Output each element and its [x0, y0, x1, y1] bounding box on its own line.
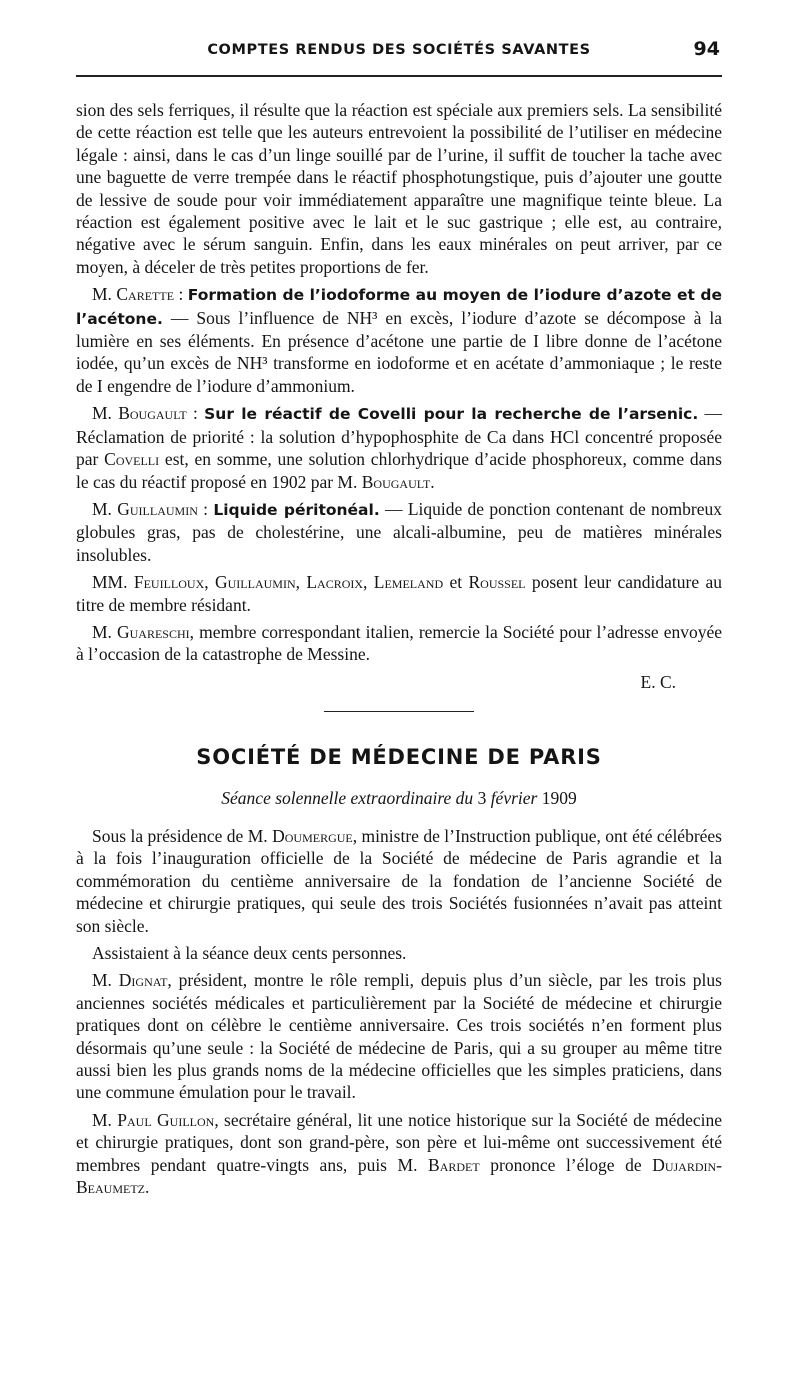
paragraph-dignat: [76, 969, 722, 1103]
paragraph-assistance: [76, 942, 722, 964]
paragraph-text: — Réclamation de priorité : la solution d’hypophosphite de Ca dans HCl concentré proposée par: [76, 403, 723, 470]
paragraph-text: , membre correspondant italien, remercie la Société pour l’adresse envoyée à l’occasion de la catastrophe de Messine.: [76, 621, 723, 665]
paragraph-guillon: [76, 1109, 722, 1199]
author-name: Paul Guillon: [117, 1109, 215, 1130]
prefix: M.: [92, 621, 117, 642]
communication-title: Sur le réactif de Covelli pour la recherche de l’arsenic.: [204, 405, 699, 424]
session-day: 3: [473, 787, 491, 808]
author-name: Guareschi: [117, 621, 190, 642]
prefix: MM.: [92, 572, 134, 593]
author-name: Bougault: [361, 471, 431, 492]
author-name: Covelli: [104, 449, 160, 470]
paragraph-end: .: [430, 471, 435, 492]
paragraph-bougault: [76, 402, 722, 493]
paragraph-text: posent leur candidature au titre de membre résidant.: [76, 572, 722, 615]
author-name: Dujardin-Beaumetz: [76, 1154, 722, 1198]
paragraph-text: — Sous l’influence de NH³ en excès, l’iodure d’azote se décompose à la lumière en ses éléments. En présence d’acétone une partie de I libre donne de l’acétone iodée, qu’un excès de NH³ transforme en iodoforme et en acétate d’ammoniaque ; le reste de I engendre de l’iodure d’ammonium.: [76, 307, 722, 396]
separator: :: [186, 403, 205, 424]
session-month: février: [490, 787, 538, 808]
author-name: Guillaumin: [214, 572, 296, 593]
separator: :: [197, 498, 214, 519]
session-line: [76, 787, 722, 809]
body-text: [76, 99, 722, 1203]
author-name: Doumergue: [272, 825, 353, 846]
paragraph-text: sion des sels ferriques, il résulte que la réaction est spéciale aux premiers sels. La sensibilité de cette réaction est telle que les auteurs entrevoient la possibilité de l’utiliser en médecine légale : ainsi, dans le cas d’un linge souillé par de l’urine, il suffit de toucher la tache avec une baguette de verre trempée dans le réactif phosphotungstique, puis d’ajouter une goutte de lessive de soude pour voir immédiatement apparaître une magnifique teinte bleue. La réaction est également positive avec le lait et le suc gastrique ; elle est, au contraire, négative avec le sérum sanguin. Enfin, dans les eaux minérales on peut arriver, par ce moyen, à déceler de très petites proportions de fer.: [76, 100, 722, 277]
prefix: M.: [92, 498, 118, 519]
author-name: Feuilloux: [133, 572, 205, 593]
prefix: M.: [92, 403, 119, 424]
signature: E. C.: [640, 671, 676, 692]
comma: ,: [363, 572, 374, 593]
paragraph-text: Sous la présidence de M.: [92, 825, 273, 846]
author-name: Carette: [116, 284, 175, 305]
comma: ,: [204, 572, 215, 593]
communication-title: Liquide péritonéal.: [213, 500, 380, 519]
section-divider: [324, 711, 474, 712]
prefix: M.: [92, 1109, 118, 1130]
comma: ,: [295, 572, 307, 593]
author-name: Lacroix: [306, 572, 364, 593]
page-header: [76, 38, 722, 72]
author-name: Bardet: [428, 1154, 480, 1175]
communication-title: Formation de l’iodoforme au moyen de l’iodure d’azote et de l’acétone.: [76, 286, 722, 328]
paragraph-text: , ministre de l’Instruction publique, ont été célébrées à la fois l’inauguration officielle de la Société de médecine de Paris agrandie et la commémoration du centième anniversaire de la fondation de l’ancienne Société de médecine et chirurgie pratiques, qui seule des trois Sociétés fusionnées n’avait pas atteint son siècle.: [76, 825, 722, 936]
paragraph-text: prononce l’éloge de: [479, 1154, 653, 1175]
author-name: Lemeland: [373, 572, 444, 593]
paragraph-text: , président, montre le rôle rempli, depuis plus d’un siècle, par les trois plus anciennes sociétés médicales et particulièrement par la Société de médecine et chirurgie pratiques dont on célèbre le centième anniversaire. Ces trois sociétés n’en forment plus désormais qu’une seule : la Société de médecine de Paris, qui a su grouper au même titre aussi bien les plus grands noms de la médecine officielles que les simples praticiens, dans une commune émulation pour le travail.: [76, 970, 722, 1103]
author-name: Roussel: [468, 572, 526, 593]
paragraph-presidence: [76, 825, 722, 937]
header-rule: [76, 75, 722, 77]
paragraph-guareschi: [76, 621, 722, 666]
page-number: 94: [693, 38, 720, 60]
session-year: 1909: [537, 787, 577, 808]
paragraph-text: est, en somme, une solution chlorhydrique d’acide phosphoreux, comme dans le cas du réactif proposé en 1902 par M.: [76, 449, 722, 492]
section-title: SOCIÉTÉ DE MÉDECINE DE PARIS: [196, 745, 602, 770]
paragraph-carette: [76, 283, 722, 397]
paragraph-candidatures: [76, 571, 722, 616]
author-name: Dignat: [118, 970, 168, 991]
session-label: Séance solennelle extraordinaire du: [221, 787, 474, 808]
running-head: COMPTES RENDUS DES SOCIÉTÉS SAVANTES: [207, 42, 591, 58]
conjunction: et: [443, 572, 469, 593]
paragraph-text: , secrétaire général, lit une notice historique sur la Société de médecine et chirurgie pratiques, dont son grand-père, son père et lui-même ont successivement été membres pendant quatre-vingts ans, puis M.: [76, 1109, 722, 1175]
author-name: Bougault: [118, 403, 187, 424]
separator: :: [174, 284, 188, 305]
prefix: M.: [92, 970, 119, 991]
paragraph-text: Assistaient à la séance deux cents personnes.: [92, 943, 407, 963]
author-name: Guillaumin: [117, 498, 198, 519]
paragraph-end: .: [145, 1177, 150, 1198]
paragraph-ferriques: [76, 99, 722, 278]
paragraph-text: — Liquide de ponction contenant de nombreux globules gras, pas de cholestérine, une alcali-albumine, peu de matières minérales insolubles.: [76, 498, 722, 565]
prefix: M.: [92, 284, 117, 305]
paragraph-guillaumin: [76, 498, 722, 566]
